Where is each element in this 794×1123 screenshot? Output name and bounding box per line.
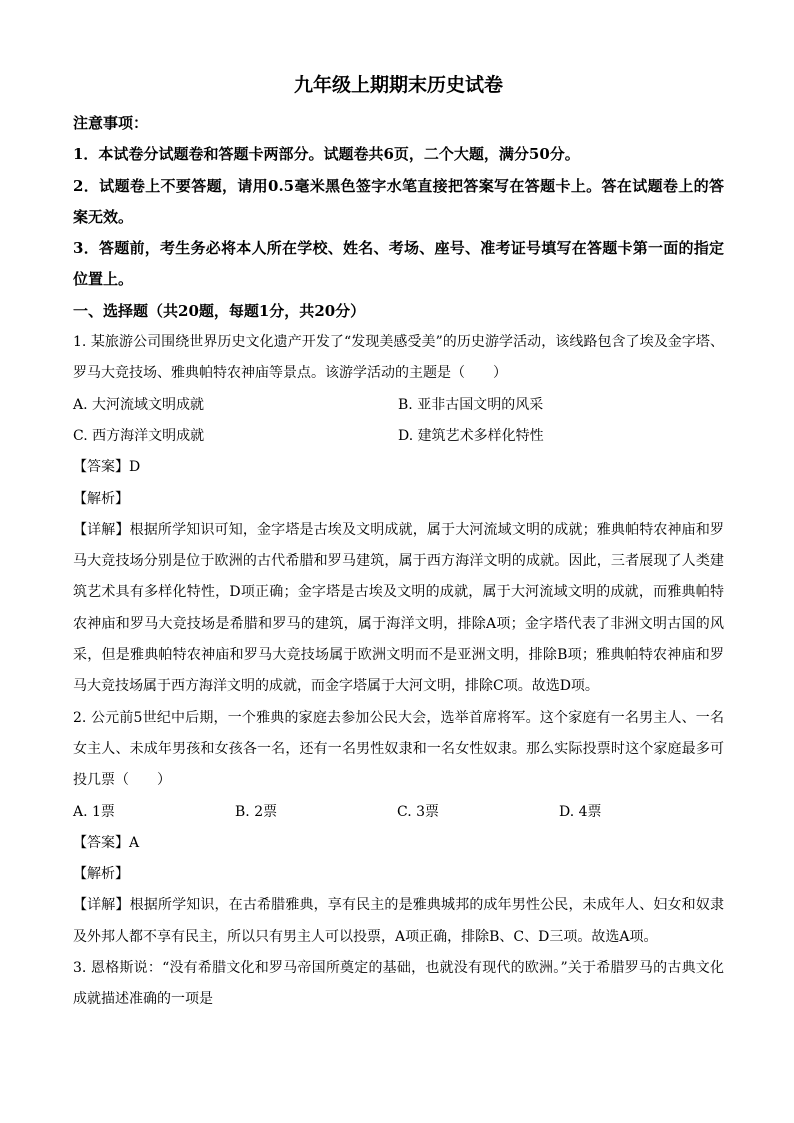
question-1-analysis-label: 【解析】 (73, 490, 129, 507)
question-1-option-c: C. 西方海洋文明成就 (73, 427, 205, 444)
question-2-stem: 2. 公元前5世纪中后期，一个雅典的家庭去参加公民大会，选举首席将军。这个家庭有一名男主人、一名女主人、未成年男孩和女孩各一名，还有一名男性奴隶和一名女性奴隶。那么实际投票时这个家庭最多可投几票（ ） (73, 709, 724, 789)
question-2-answer: 【答案】A (73, 834, 140, 851)
question-2-option-b: B. 2票 (235, 803, 278, 820)
question-1-option-d: D. 建筑艺术多样化特性 (398, 427, 544, 444)
question-1-answer: 【答案】D (73, 459, 141, 476)
question-1-option-b: B. 亚非古国文明的风采 (398, 396, 544, 413)
question-2-options-row (73, 797, 724, 828)
notice-item-3: 3．答题前，考生务必将本人所在学校、姓名、考场、座号、准考证号填写在答题卡第一面的指定位置上。 (73, 239, 724, 289)
question-1-options-row-1 (73, 390, 724, 421)
question-1-detail: 【详解】根据所学知识可知，金字塔是古埃及文明成就，属于大河流域文明的成就；雅典帕特农神庙和罗马大竞技场分别是位于欧洲的古代希腊和罗马建筑，属于西方海洋文明的成就。因此，三者展现了人类建筑艺术具有多样化特性，D项正确；金字塔是古埃及文明的成就，属于大河流域文明的成就，而雅典帕特农神庙和罗马大竞技场是希腊和罗马的建筑，属于海洋文明，排除A项；金字塔代表了非洲文明古国的风采，但是雅典帕特农神庙和罗马大竞技场属于欧洲文明而不是亚洲文明，排除B项；雅典帕特农神庙和罗马大竞技场属于西方海洋文明的成就，而金字塔属于大河文明，排除C项。故选D项。 (73, 521, 724, 695)
question-2-analysis-label: 【解析】 (73, 866, 129, 883)
question-2-option-c: C. 3票 (397, 803, 440, 820)
section-heading: 一、选择题（共20题，每题1分，共20分） (73, 301, 366, 320)
notice-heading: 注意事项： (73, 114, 149, 132)
question-1-stem: 1. 某旅游公司围绕世界历史文化遗产开发了“发现美感受美”的历史游学活动，该线路包含了埃及金字塔、罗马大竞技场、雅典帕特农神庙等景点。该游学活动的主题是（ ） (73, 334, 724, 382)
question-2-option-d: D. 4票 (559, 803, 602, 820)
notice-item-1: 1．本试卷分试题卷和答题卡两部分。试题卷共6页，二个大题，满分50分。 (73, 145, 580, 164)
question-1-option-a: A. 大河流域文明成就 (73, 396, 205, 413)
question-1-options-row-2 (73, 421, 724, 452)
question-2-option-a: A. 1票 (73, 803, 115, 820)
question-2-detail: 【详解】根据所学知识，在古希腊雅典，享有民主的是雅典城邦的成年男性公民，未成年人、妇女和奴隶及外邦人都不享有民主，所以只有男主人可以投票，A项正确，排除B、C、D三项。故选A项。 (73, 897, 724, 945)
question-3-stem: 3. 恩格斯说：“没有希腊文化和罗马帝国所奠定的基础，也就没有现代的欧洲。”关于希腊罗马的古典文化成就描述准确的一项是 (73, 960, 724, 1008)
page-title: 九年级上期期末历史试卷 (293, 74, 503, 96)
notice-item-2: 2．试题卷上不要答题，请用0.5毫米黑色签字水笔直接把答案写在答题卡上。答在试题卷上的答案无效。 (73, 176, 724, 226)
